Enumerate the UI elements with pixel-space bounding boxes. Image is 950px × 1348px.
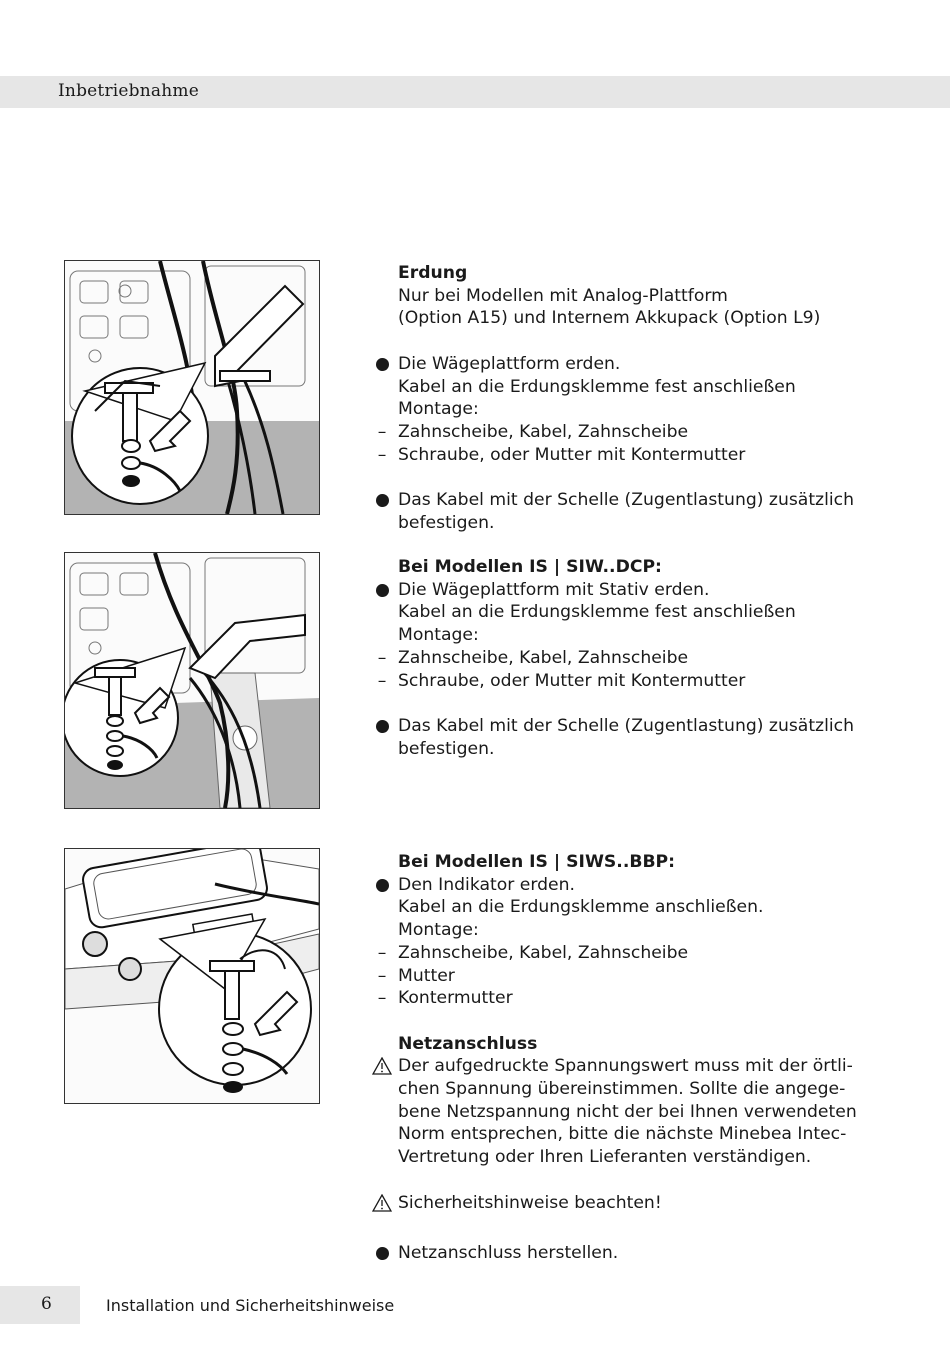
step-line: Kabel an die Erdungsklemme fest anschließen bbox=[398, 376, 796, 397]
bullet-icon bbox=[376, 358, 389, 371]
warning-triangle-icon bbox=[372, 1057, 392, 1075]
dash-marker: – bbox=[377, 988, 387, 1009]
page-number: 6 bbox=[41, 1294, 52, 1314]
bullet-step: Die Wägeplattform erden. bbox=[398, 353, 868, 376]
bullet-icon bbox=[376, 1247, 389, 1260]
step-line: Montage: bbox=[398, 920, 479, 941]
bullet-step: Das Kabel mit der Schelle (Zugentlastung) zusätzlich bbox=[398, 489, 868, 512]
step-line: befestigen. bbox=[398, 512, 495, 533]
section-is-siws bbox=[377, 851, 868, 1265]
section-title: Bei Modellen IS | SIW..DCP: bbox=[398, 557, 662, 577]
bullet-icon bbox=[376, 879, 389, 892]
figure-grounding-stand bbox=[64, 552, 320, 809]
grounding-stand-illustration bbox=[65, 553, 319, 808]
bullet-step: Das Kabel mit der Schelle (Zugentlastung) zusätzlich bbox=[398, 715, 868, 738]
section-title: Erdung bbox=[398, 263, 468, 283]
dash-item: – Zahnscheibe, Kabel, Zahnscheibe bbox=[398, 421, 868, 444]
warning-line: chen Spannung übereinstimmen. Sollte die angege- bbox=[398, 1079, 846, 1100]
bullet-icon bbox=[376, 494, 389, 507]
figure-grounding-indicator bbox=[64, 848, 320, 1104]
bullet-step: Netzanschluss herstellen. bbox=[398, 1242, 868, 1265]
intro-line: Nur bei Modellen mit Analog-Plattform bbox=[398, 285, 728, 306]
section-title: Bei Modellen IS | SIWS..BBP: bbox=[398, 852, 676, 872]
bullet-icon bbox=[376, 584, 389, 597]
step-line: Montage: bbox=[398, 625, 479, 646]
bullet-step: Den Indikator erden. bbox=[398, 874, 868, 897]
dash-marker: – bbox=[377, 942, 387, 963]
step-line: Montage: bbox=[398, 399, 479, 420]
dash-marker: – bbox=[377, 421, 387, 442]
dash-marker: – bbox=[377, 647, 387, 668]
section-is-siw bbox=[377, 556, 868, 760]
footer-band bbox=[0, 1286, 80, 1324]
dash-item: – Zahnscheibe, Kabel, Zahnscheibe bbox=[398, 647, 868, 670]
page-header-title: Inbetriebnahme bbox=[58, 81, 199, 101]
section-title: Netzanschluss bbox=[398, 1033, 538, 1054]
grounding-platform-illustration bbox=[65, 261, 319, 514]
warning-step: Sicherheitshinweise beachten! bbox=[398, 1192, 868, 1215]
bullet-step: Die Wägeplattform mit Stativ erden. bbox=[398, 579, 868, 602]
step-line: Kabel an die Erdungsklemme fest anschließen bbox=[398, 602, 796, 623]
dash-marker: – bbox=[377, 965, 387, 986]
intro-line: (Option A15) und Internem Akkupack (Option L9) bbox=[398, 308, 821, 329]
warning-line: Norm entsprechen, bitte die nächste Minebea Intec- bbox=[398, 1124, 847, 1145]
dash-item: – Schraube, oder Mutter mit Kontermutter bbox=[398, 444, 868, 467]
step-line: befestigen. bbox=[398, 738, 495, 759]
dash-item: – Kontermutter bbox=[398, 987, 868, 1010]
warning-line: Vertretung oder Ihren Lieferanten verständigen. bbox=[398, 1147, 812, 1168]
dash-item: – Zahnscheibe, Kabel, Zahnscheibe bbox=[398, 942, 868, 965]
warning-triangle-icon bbox=[372, 1194, 392, 1212]
dash-item: – Mutter bbox=[398, 965, 868, 988]
dash-marker: – bbox=[377, 444, 387, 465]
warning-step: Der aufgedruckte Spannungswert muss mit der örtli- bbox=[398, 1055, 868, 1078]
dash-marker: – bbox=[377, 670, 387, 691]
bullet-icon bbox=[376, 720, 389, 733]
grounding-indicator-illustration bbox=[65, 849, 319, 1103]
footer-title: Installation und Sicherheitshinweise bbox=[106, 1296, 395, 1315]
figure-grounding-platform bbox=[64, 260, 320, 515]
section-erdung bbox=[377, 262, 868, 534]
warning-line: bene Netzspannung nicht der bei Ihnen verwendeten bbox=[398, 1101, 857, 1122]
dash-item: – Schraube, oder Mutter mit Kontermutter bbox=[398, 670, 868, 693]
step-line: Kabel an die Erdungsklemme anschließen. bbox=[398, 897, 764, 918]
